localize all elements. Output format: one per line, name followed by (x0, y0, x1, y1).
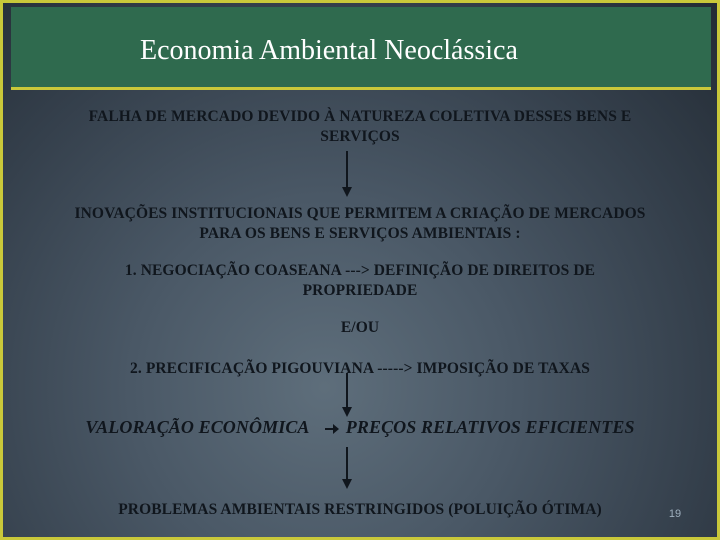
down-arrow-icon (341, 447, 353, 495)
right-arrow-icon (325, 423, 339, 435)
coasean-negotiation-line-2: PROPRIEDADE (302, 282, 418, 299)
market-failure-line-1: FALHA DE MERCADO DEVIDO À NATUREZA COLETIVA DESSES BENS E (88, 108, 632, 125)
down-arrow-icon (341, 151, 353, 199)
restricted-environmental-problems-line: PROBLEMAS AMBIENTAIS RESTRINGIDOS (POLUIÇÃO ÓTIMA) (118, 501, 602, 518)
title-bar (11, 7, 711, 87)
title-underline (11, 87, 711, 90)
economic-valuation-label: VALORAÇÃO ECONÔMICA (85, 417, 309, 437)
market-failure-line-2: SERVIÇOS (320, 128, 400, 145)
slide (3, 3, 717, 537)
institutional-innovations-line-2: PARA OS BENS E SERVIÇOS AMBIENTAIS : (199, 225, 521, 242)
coasean-negotiation-line-1: 1. NEGOCIAÇÃO COASEANA ---> DEFINIÇÃO DE DIREITOS DE (124, 262, 596, 279)
economic-valuation-line (3, 418, 717, 437)
slide-number: 19 (668, 508, 682, 520)
institutional-innovations-line-1: INOVAÇÕES INSTITUCIONAIS QUE PERMITEM A CRIAÇÃO DE MERCADOS (74, 205, 646, 222)
and-or-label: E/OU (340, 319, 380, 336)
slide-title: Economia Ambiental Neoclássica (140, 35, 518, 66)
down-arrow-icon (341, 373, 353, 421)
efficient-prices-label: PREÇOS RELATIVOS EFICIENTES (345, 417, 635, 437)
pigouvian-pricing-line: 2. PRECIFICAÇÃO PIGOUVIANA -----> IMPOSIÇÃO DE TAXAS (130, 360, 590, 377)
